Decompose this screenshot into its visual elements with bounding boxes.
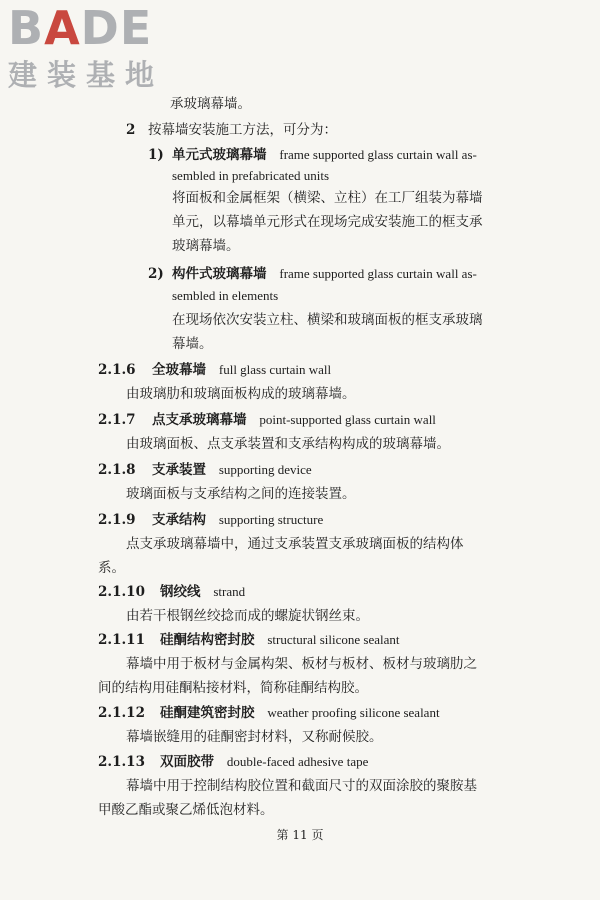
term-heading [98,360,331,380]
term-definition: 幕墙嵌缝用的硅酮密封材料，又称耐候胶。 [126,729,383,745]
term-cn: 支承装置 [152,462,206,478]
term-cn: 点支承玻璃幕墙 [152,412,247,428]
term-cn: 钢绞线 [160,584,201,600]
term-heading [98,510,323,530]
term-number: 2.1.10 [98,584,145,600]
term-cn: 全玻幕墙 [152,362,206,378]
term-heading [98,630,400,650]
list-item-2 [126,120,337,140]
term-number: 2.1.11 [98,632,145,648]
term-definition: 幕墙中用于板材与金属构架、板材与板材、板材与玻璃肋之 [126,656,477,672]
term-en: strand [213,584,246,599]
term-en: double-faced adhesive tape [226,754,369,769]
term-en: supporting structure [218,512,324,527]
term-heading [98,752,368,772]
list-text: 按幕墙安装施工方法，可分为： [148,122,337,138]
term-cn: 支承结构 [152,512,206,528]
term-definition: 由若干根钢丝绞捻而成的螺旋状钢丝束。 [126,608,369,624]
term-definition: 由玻璃面板、点支承装置和支承结构构成的玻璃幕墙。 [126,436,450,452]
term-number: 2.1.6 [98,362,136,378]
term-heading [98,410,436,430]
text-line: 玻璃幕墙。 [172,238,240,254]
sub-number: 1) [148,147,164,163]
sub-term-en: frame supported glass curtain wall as- [279,266,477,281]
term-number: 2.1.13 [98,754,145,770]
term-number: 2.1.7 [98,412,136,428]
term-number: 2.1.8 [98,462,136,478]
term-definition: 点支承玻璃幕墙中，通过支承装置支承玻璃面板的结构体 [126,536,464,552]
term-definition: 幕墙中用于控制结构胶位置和截面尺寸的双面涂胶的聚胺基 [126,778,477,794]
sub-term-cn: 单元式玻璃幕墙 [172,147,267,163]
term-en: point-supported glass curtain wall [259,412,436,427]
text-line: sembled in elements [172,288,279,303]
term-en: weather proofing silicone sealant [267,705,440,720]
sub-term-en: frame supported glass curtain wall as- [279,147,477,162]
list-number: 2 [126,122,136,138]
text-line: 幕墙。 [172,336,213,352]
sub-term-cn: 构件式玻璃幕墙 [172,266,267,282]
term-definition: 由玻璃肋和玻璃面板构成的玻璃幕墙。 [126,386,356,402]
text-line: 将面板和金属框架（横梁、立柱）在工厂组装为幕墙 [172,190,483,206]
text-line: sembled in prefabricated units [172,168,330,183]
term-cn: 双面胶带 [160,754,214,770]
brand-chinese: 建装基地 [8,58,165,92]
term-heading [98,703,440,723]
text-line: 在现场依次安装立柱、横梁和玻璃面板的框支承玻璃 [172,312,483,328]
term-number: 2.1.9 [98,512,136,528]
term-en: structural silicone sealant [267,632,400,647]
text-line: 承玻璃幕墙。 [170,96,251,112]
brand-prefix: B [8,1,45,55]
term-en: full glass curtain wall [218,362,332,377]
text-line: 单元，以幕墙单元形式在现场完成安装施工的框支承 [172,214,483,230]
term-cn: 硅酮建筑密封胶 [160,705,255,721]
term-cn: 硅酮结构密封胶 [160,632,255,648]
sub-number: 2) [148,266,164,282]
term-definition: 甲酸乙酯或聚乙烯低泡材料。 [98,802,274,818]
term-definition: 玻璃面板与支承结构之间的连接装置。 [126,486,356,502]
brand-accent: A [44,1,81,55]
sub-item-2 [148,264,477,284]
term-heading [98,582,245,602]
page-number: 第 11 页 [276,828,324,842]
term-number: 2.1.12 [98,705,145,721]
brand-suffix: DE [80,1,153,55]
term-heading [98,460,312,480]
term-en: supporting device [218,462,312,477]
term-definition: 间的结构用硅酮粘接材料，简称硅酮结构胶。 [98,680,368,696]
term-definition: 系。 [98,560,125,576]
sub-item-1 [148,145,477,165]
